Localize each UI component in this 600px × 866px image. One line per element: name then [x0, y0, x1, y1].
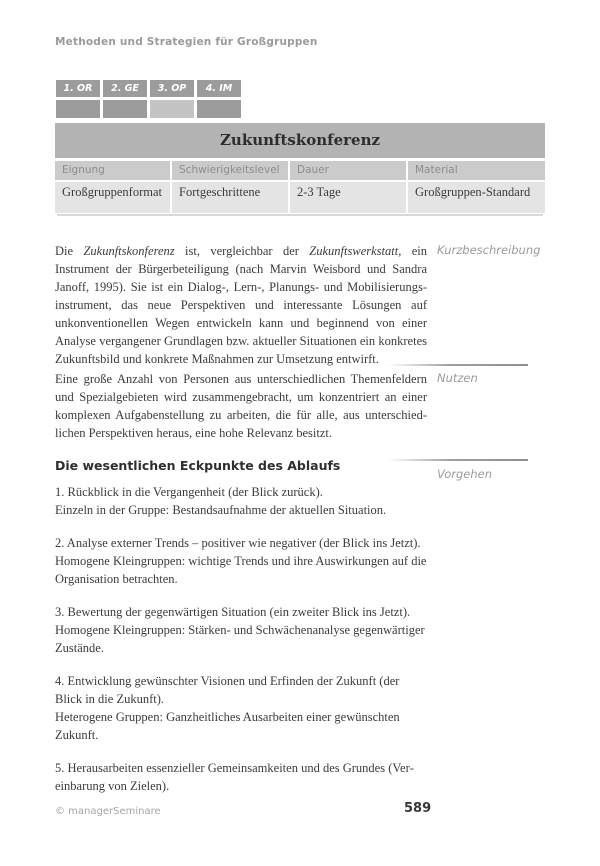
column-header-eignung: Eignung: [55, 161, 172, 180]
value-eignung: Großgruppenformat: [55, 182, 172, 213]
table-drop-shadow: [57, 214, 543, 216]
chapter-tab-indicators: [56, 100, 241, 118]
step-detail: Einzeln in der Gruppe: Bestandsaufnahme der aktuellen Situation.: [55, 503, 387, 517]
margin-rule-nutzen: [387, 364, 528, 366]
term-zukunftswerkstatt: Zukunftswerkstatt: [309, 244, 399, 258]
paragraph-nutzen: Eine große Anzahl von Personen aus unterschiedlichen Themenfeldern und Spezialgebieten wird zusammengebracht, um konzentriert an einer komplexen Aufgabenstellung zu arbeiten, die für alle, aus unterschiedlichen Perspektiven heraus, eine hohe Relevanz besitzt.: [55, 372, 427, 440]
value-dauer: 2-3 Tage: [290, 182, 408, 213]
tab-1-or[interactable]: 1. OR: [56, 80, 100, 97]
running-header: Methoden und Strategien für Großgruppen: [55, 36, 318, 48]
step-item-2: [55, 534, 429, 588]
tab-4-im[interactable]: 4. IM: [197, 80, 241, 97]
step-detail: Homogene Kleingruppen: Stärken- und Schwächenanalyse gegenwärtiger Zustände.: [55, 623, 425, 655]
page-number: 589: [404, 801, 432, 816]
margin-label-vorgehen: Vorgehen: [437, 467, 492, 481]
value-material: Großgruppen-Standard: [408, 182, 545, 213]
paragraph-kurzbeschreibung: [55, 242, 427, 368]
column-header-schwierigkeitslevel: Schwierigkeitslevel: [172, 161, 290, 180]
text-mid: ist, vergleichbar der: [174, 244, 310, 258]
column-header-dauer: Dauer: [290, 161, 408, 180]
term-zukunftskonferenz: Zukunftskonferenz: [83, 244, 175, 258]
step-text: 3. Bewertung der gegenwärtigen Situation (ein zweiter Blick ins Jetzt).: [55, 605, 411, 619]
section-heading-ablauf: Die wesentlichen Eckpunkte des Ablaufs: [55, 458, 341, 473]
tab-2-ge[interactable]: 2. GE: [103, 80, 147, 97]
value-schwierigkeitslevel: Fortgeschrittene: [172, 182, 290, 213]
method-title: Zukunftskonferenz: [55, 123, 545, 158]
text-rest: , ein Instrument der Bürgerbeteiligung (nach Marvin Weisbord und Sandra Janoff, 1995). Sie ist ein Dialog-, Lern-, Planungs- und Mobilisierungsinstrument, das neue Perspektiven und interessante Lösungen auf unkonventionellen Wegen entwickeln kann und beginnend von einer Analyse vergangener Grundlagen bzw. aktueller Situationen ein konkretes Zukunftsbild und konkrete Maßnahmen zur Umsetzung entwirft.: [55, 244, 427, 366]
step-item-5: [55, 759, 429, 795]
tab-indicator-3-active[interactable]: [150, 100, 194, 118]
margin-label-kurzbeschreibung: Kurzbeschreibung: [437, 243, 541, 257]
step-text: 4. Entwicklung gewünschter Visionen und Erfinden der Zukunft (der Blick in die Zukunft).: [55, 674, 400, 706]
text-lead: Die: [55, 244, 84, 258]
tab-indicator-2[interactable]: [103, 100, 147, 118]
step-item-1: [55, 483, 429, 519]
step-detail: Heterogene Gruppen: Ganzheitliches Ausarbeiten einer gewünschten Zukunft.: [55, 710, 400, 742]
column-header-material: Material: [408, 161, 545, 180]
step-list: [55, 483, 429, 810]
step-item-3: [55, 603, 429, 657]
tab-indicator-1[interactable]: [56, 100, 100, 118]
tab-indicator-4[interactable]: [197, 100, 241, 118]
step-detail: Homogene Kleingruppen: wichtige Trends und ihre Auswirkungen auf die Organisation betrachten.: [55, 554, 427, 586]
step-text: 2. Analyse externer Trends – positiver wie negativer (der Blick ins Jetzt).: [55, 536, 421, 550]
copyright-notice: © managerSeminare: [55, 806, 161, 817]
step-text: 5. Herausarbeiten essenzieller Gemeinsamkeiten und des Grundes (Vereinbarung von Zielen).: [55, 761, 414, 793]
step-text: 1. Rückblick in die Vergangenheit (der Blick zurück).: [55, 485, 323, 499]
step-item-4: [55, 672, 429, 744]
margin-label-nutzen: Nutzen: [437, 371, 478, 385]
margin-rule-vorgehen: [387, 459, 528, 461]
tab-3-op[interactable]: 3. OP: [150, 80, 194, 97]
chapter-tabs: [56, 80, 241, 97]
method-info-table: [55, 123, 545, 213]
method-table-header-row: [55, 161, 545, 180]
method-table-value-row: [55, 182, 545, 213]
